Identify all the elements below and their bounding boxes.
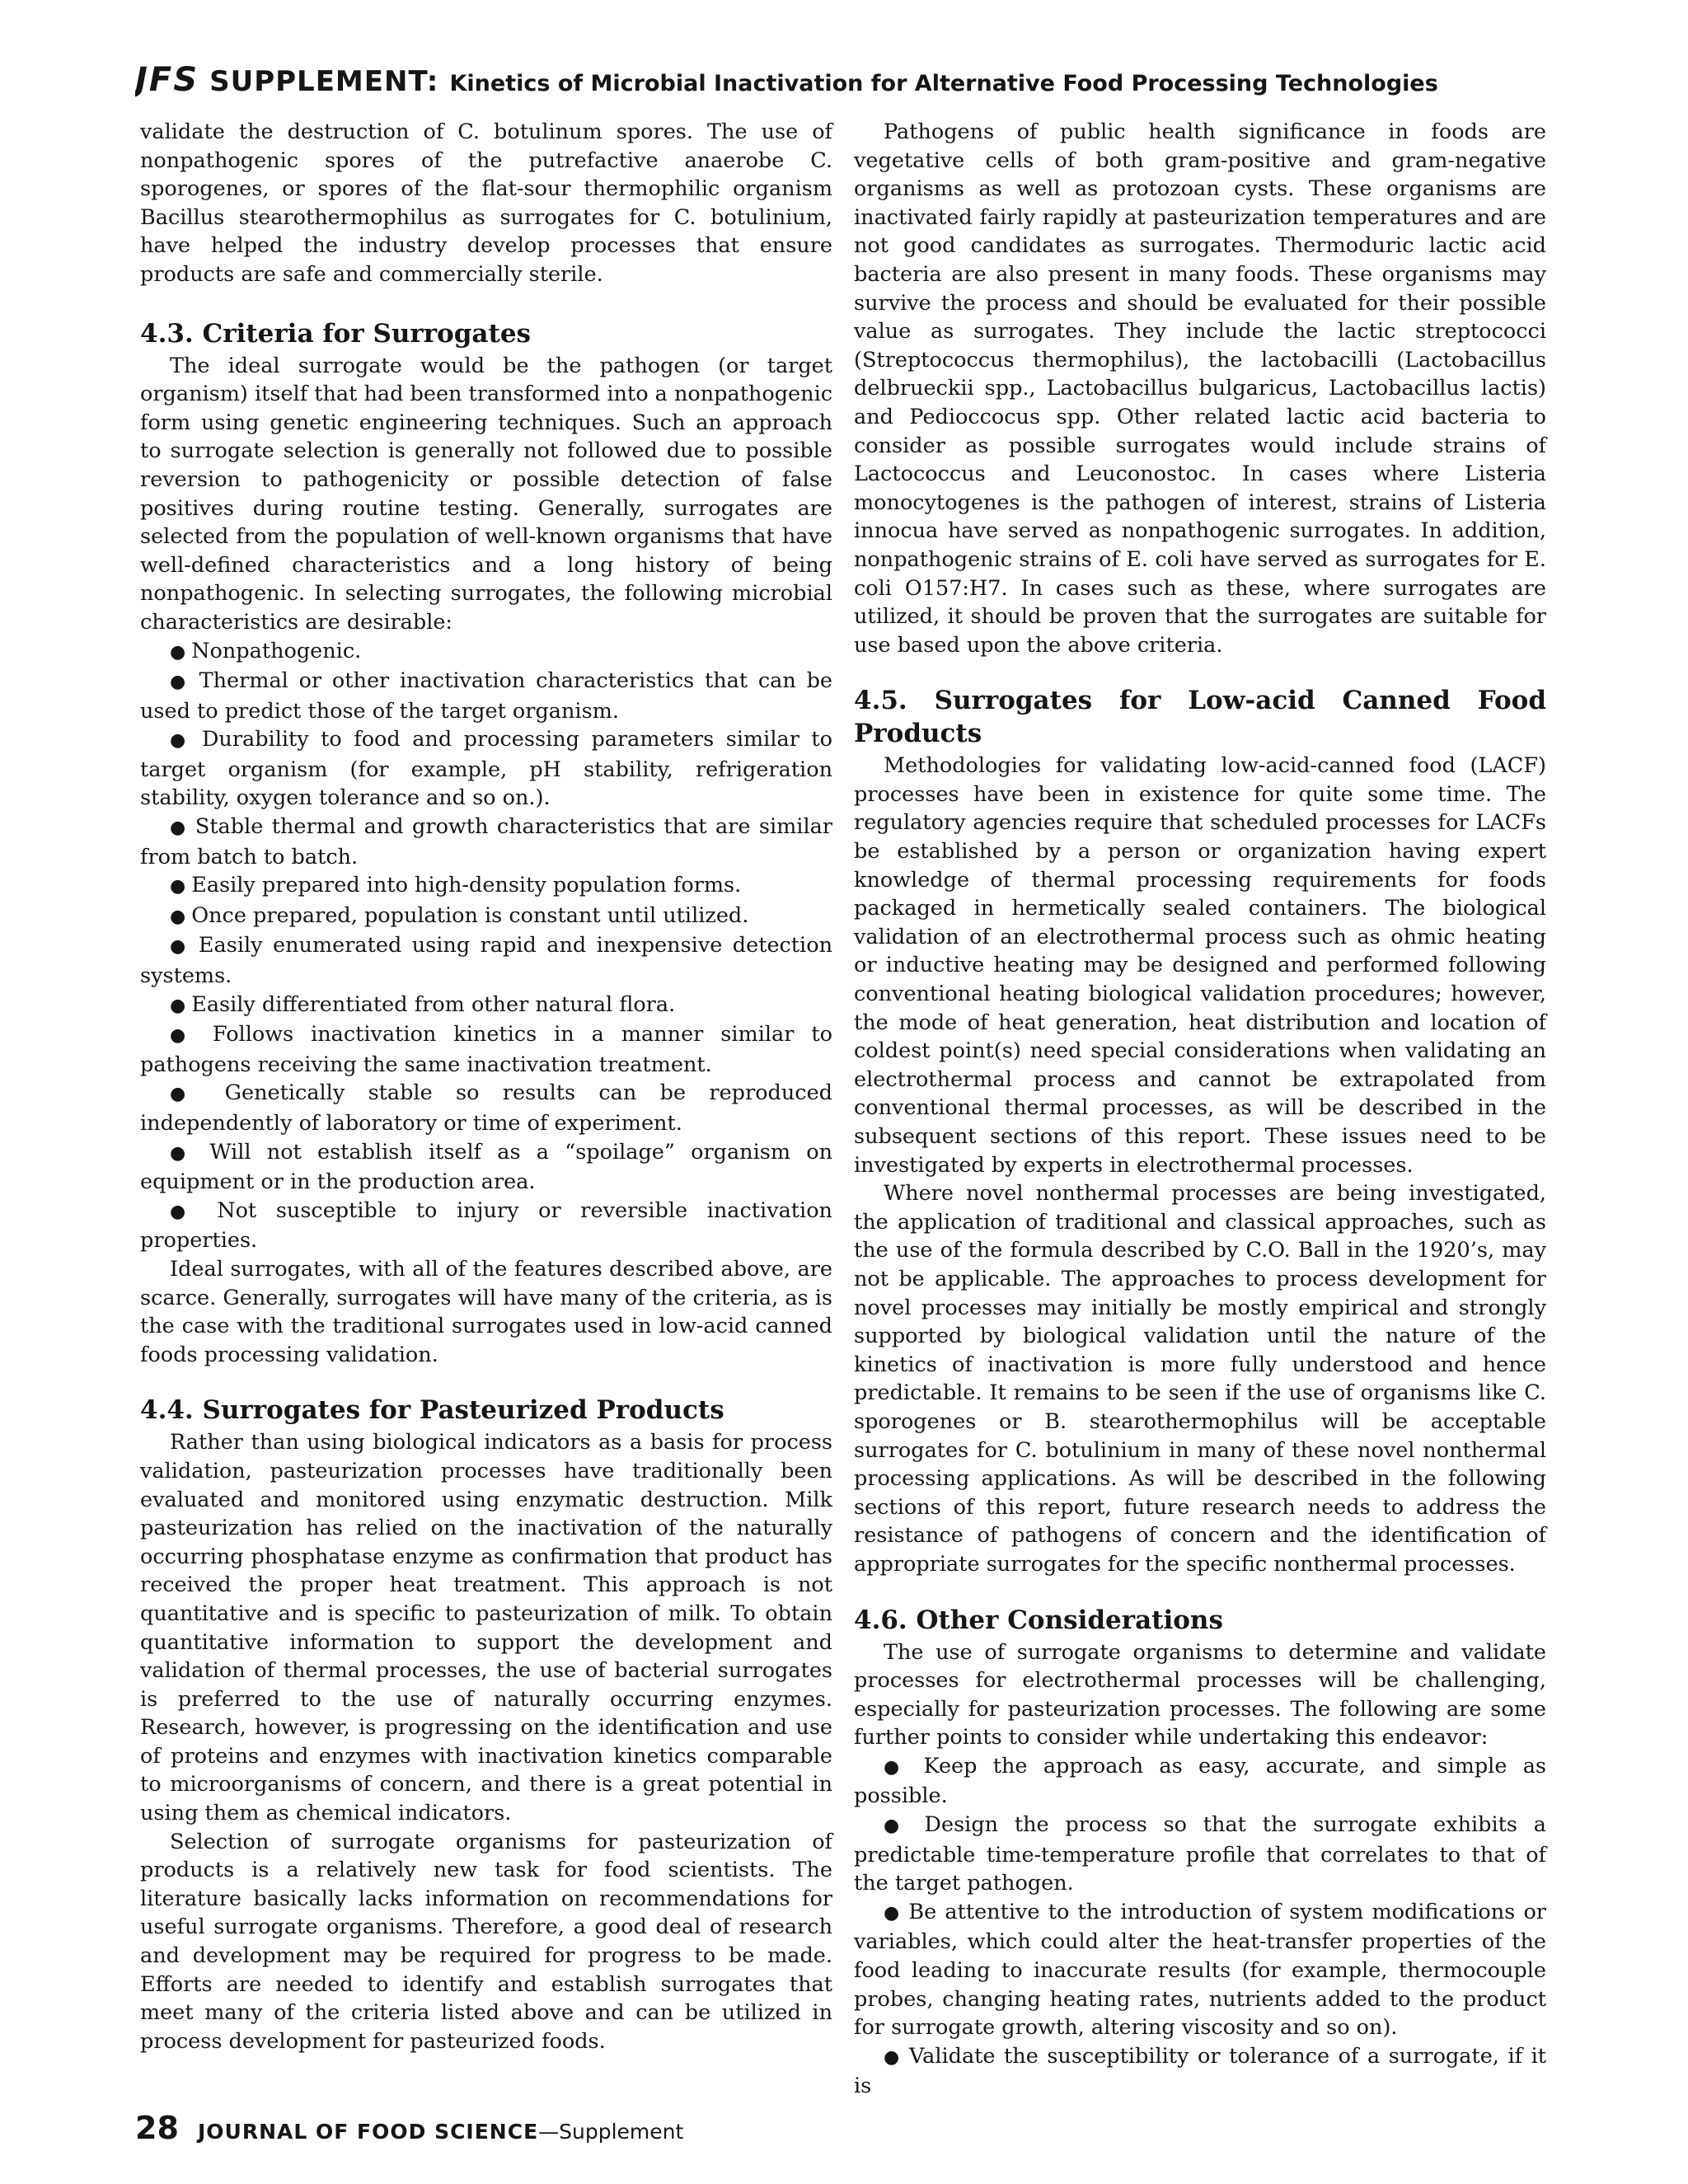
bullet-item: ● Easily enumerated using rapid and inexpensive detection systems. bbox=[140, 931, 832, 990]
bullet-item: ● Be attentive to the introduction of system modifications or variables, which could alter the heat-transfer properties of the food leading to inaccurate results (for example, thermocouple probes, changing heating rates, nutrients added to the product for surrogate growth, altering viscosity and so on). bbox=[854, 1898, 1546, 2042]
bullet-item: ● Keep the approach as easy, accurate, and simple as possible. bbox=[854, 1752, 1546, 1811]
bullet-item: ● Nonpathogenic. bbox=[140, 637, 832, 668]
page-number: 28 bbox=[135, 2110, 179, 2146]
paragraph-other-considerations: The use of surrogate organisms to determine and validate processes for electrothermal processes will be challenging, especially for pasteurization processes. The following are some further points to consider while undertaking this endeavor: bbox=[854, 1639, 1546, 1750]
bullet-item: ● Design the process so that the surrogate exhibits a predictable time-temperature profile that correlates to that of the target pathogen. bbox=[854, 1811, 1546, 1898]
bullet-item: ● Genetically stable so results can be reproduced independently of laboratory or time of experiment. bbox=[140, 1079, 832, 1137]
bullet-item: ● Once prepared, population is constant until utilized. bbox=[140, 902, 832, 932]
paragraph-lacf-b: Where novel nonthermal processes are being investigated, the application of traditional and classical approaches, such as the use of the formula described by C.O. Ball in the 1920’s, may not be applicable. The approaches to process development for novel processes may initially be mostly empirical and strongly supported by biological validation until the nature of the kinetics of inactivation is more fully understood and hence predictable. It remains to be seen if the use of organisms like C. sporogenes or B. stearothermophilus will be acceptable surrogates for C. botulinium in many of these novel nonthermal processing applications. As will be described in the following sections of this report, future research needs to address the resistance of pathogens of concern and the identification of appropriate surrogates for the specific nonthermal processes. bbox=[854, 1181, 1546, 1577]
right-column bbox=[854, 118, 1546, 2101]
bullet-item: ● Stable thermal and growth characteristics that are similar from batch to batch. bbox=[140, 813, 832, 871]
bullet-item: ● Thermal or other inactivation characteristics that can be used to predict those of the target organism. bbox=[140, 667, 832, 725]
section-heading-4-3: 4.3. Criteria for Surrogates bbox=[140, 318, 531, 349]
running-header bbox=[135, 61, 1553, 99]
section-heading-4-5: 4.5. Surrogates for Low-acid Canned Food Products bbox=[854, 686, 1546, 749]
paragraph-pathogens: Pathogens of public health significance in foods are vegetative cells of both gram-positive and gram-negative organisms as well as protozoan cysts. These organisms are inactivated fairly rapidly at pasteurization temperatures and are not good candidates as surrogates. Thermoduric lactic acid bacteria are also present in many foods. These organisms may survive the process and should be evaluated for their possible value as surrogates. They include the lactic streptococci (Streptococcus thermophilus), the lactobacilli (Lactobacillus delbrueckii spp., Lactobacillus bulgaricus, Lactobacillus lactis) and Pedioccocus spp. Other related lactic acid bacteria to consider as possible surrogates would include strains of Lactococcus and Leuconostoc. In cases where Listeria monocytogenes is the pathogen of interest, strains of Listeria innocua have served as nonpathogenic surrogates. In addition, nonpathogenic strains of E. coli have served as surrogates for E. coli O157:H7. In cases such as these, where surrogates are utilized, it should be proven that the surrogates are suitable for use based upon the above criteria. bbox=[854, 120, 1546, 658]
left-column bbox=[140, 118, 832, 2055]
paragraph-ideal-surrogates: Ideal surrogates, with all of the features described above, are scarce. Generally, surrogates will have many of the criteria, as is the case with the traditional surrogates used in low-acid canned foods processing validation. bbox=[140, 1256, 832, 1367]
paragraph-continued: validate the destruction of C. botulinum spores. The use of nonpathogenic spores of the putrefactive anaerobe C. sporogenes, or spores of the flat-sour thermophilic organism Bacillus stearothermophilus as surrogates for C. botulinium, have helped the industry develop processes that ensure products are safe and commercially sterile. bbox=[140, 120, 832, 287]
footer-supplement: —Supplement bbox=[538, 2120, 684, 2144]
paragraph-lacf-a: Methodologies for validating low-acid-canned food (LACF) processes have been in existence for quite some time. The regulatory agencies require that scheduled processes for LACFs be established by a person or organization having expert knowledge of thermal processing requirements for foods packaged in hermetically sealed containers. The biological validation of an electrothermal process such as ohmic heating or inductive heating may be designed and performed following conventional heating biological validation procedures; however, the mode of heat generation, heat distribution and location of coldest point(s) need special considerations when validating an electrothermal process and cannot be extrapolated from conventional thermal processes, as will be described in the subsequent sections of this report. These issues need to be investigated by experts in electrothermal processes. bbox=[854, 753, 1546, 1178]
paragraph-pasteurized-b: Selection of surrogate organisms for pasteurization of products is a relatively new task for food scientists. The literature basically lacks information on recommendations for useful surrogate organisms. Therefore, a good deal of research and development may be required for progress to be made. Efforts are needed to identify and establish surrogates that meet many of the criteria listed above and can be utilized in process development for pasteurized foods. bbox=[140, 1829, 832, 2054]
journal-name: JOURNAL OF FOOD SCIENCE bbox=[197, 2120, 539, 2144]
page-footer bbox=[135, 2110, 683, 2146]
paragraph-pasteurized-a: Rather than using biological indicators as a basis for process validation, pasteurization processes have traditionally been evaluated and monitored using enzymatic destruction. Milk pasteurization has relied on the inactivation of the naturally occurring phosphatase enzyme as confirmation that product has received the proper heat treatment. This approach is not quantitative and is specific to pasteurization of milk. To obtain quantitative information to support the development and validation of thermal processes, the use of bacterial surrogates is preferred to the use of naturally occurring enzymes. Research, however, is progressing on the identification and use of proteins and enzymes with inactivation kinetics comparable to microorganisms of concern, and there is a great potential in using them as chemical indicators. bbox=[140, 1430, 832, 1826]
section-heading-4-4: 4.4. Surrogates for Pasteurized Products bbox=[140, 1395, 724, 1426]
header-subject: Kinetics of Microbial Inactivation for Alternative Food Processing Technologies bbox=[449, 71, 1438, 96]
journal-brand: JFS bbox=[135, 61, 199, 99]
bullet-item: ● Easily differentiated from other natural flora. bbox=[140, 991, 832, 1021]
paragraph-criteria: The ideal surrogate would be the pathogen (or target organism) itself that had been transformed into a nonpathogenic form using genetic engineering techniques. Such an approach to surrogate selection is generally not followed due to possible reversion to pathogenicity or possible detection of false positives during routine testing. Generally, surrogates are selected from the population of well-known organisms that have well-defined characteristics and a long history of being nonpathogenic. In selecting surrogates, the following microbial characteristics are desirable: bbox=[140, 353, 833, 635]
bullet-item: ● Will not establish itself as a “spoilage” organism on equipment or in the production area. bbox=[140, 1138, 832, 1197]
supplement-label: SUPPLEMENT: bbox=[209, 65, 439, 98]
section-heading-4-6: 4.6. Other Considerations bbox=[854, 1605, 1223, 1635]
bullet-item: ● Durability to food and processing parameters similar to target organism (for example, pH stability, refrigeration stability, oxygen tolerance and so on.). bbox=[140, 725, 832, 813]
bullet-item: ● Not susceptible to injury or reversible inactivation properties. bbox=[140, 1197, 832, 1255]
bullet-item: ● Easily prepared into high-density population forms. bbox=[140, 871, 832, 902]
bullet-item: ● Follows inactivation kinetics in a manner similar to pathogens receiving the same inactivation treatment. bbox=[140, 1020, 832, 1079]
bullet-item: ● Validate the susceptibility or tolerance of a surrogate, if it is bbox=[854, 2042, 1546, 2101]
